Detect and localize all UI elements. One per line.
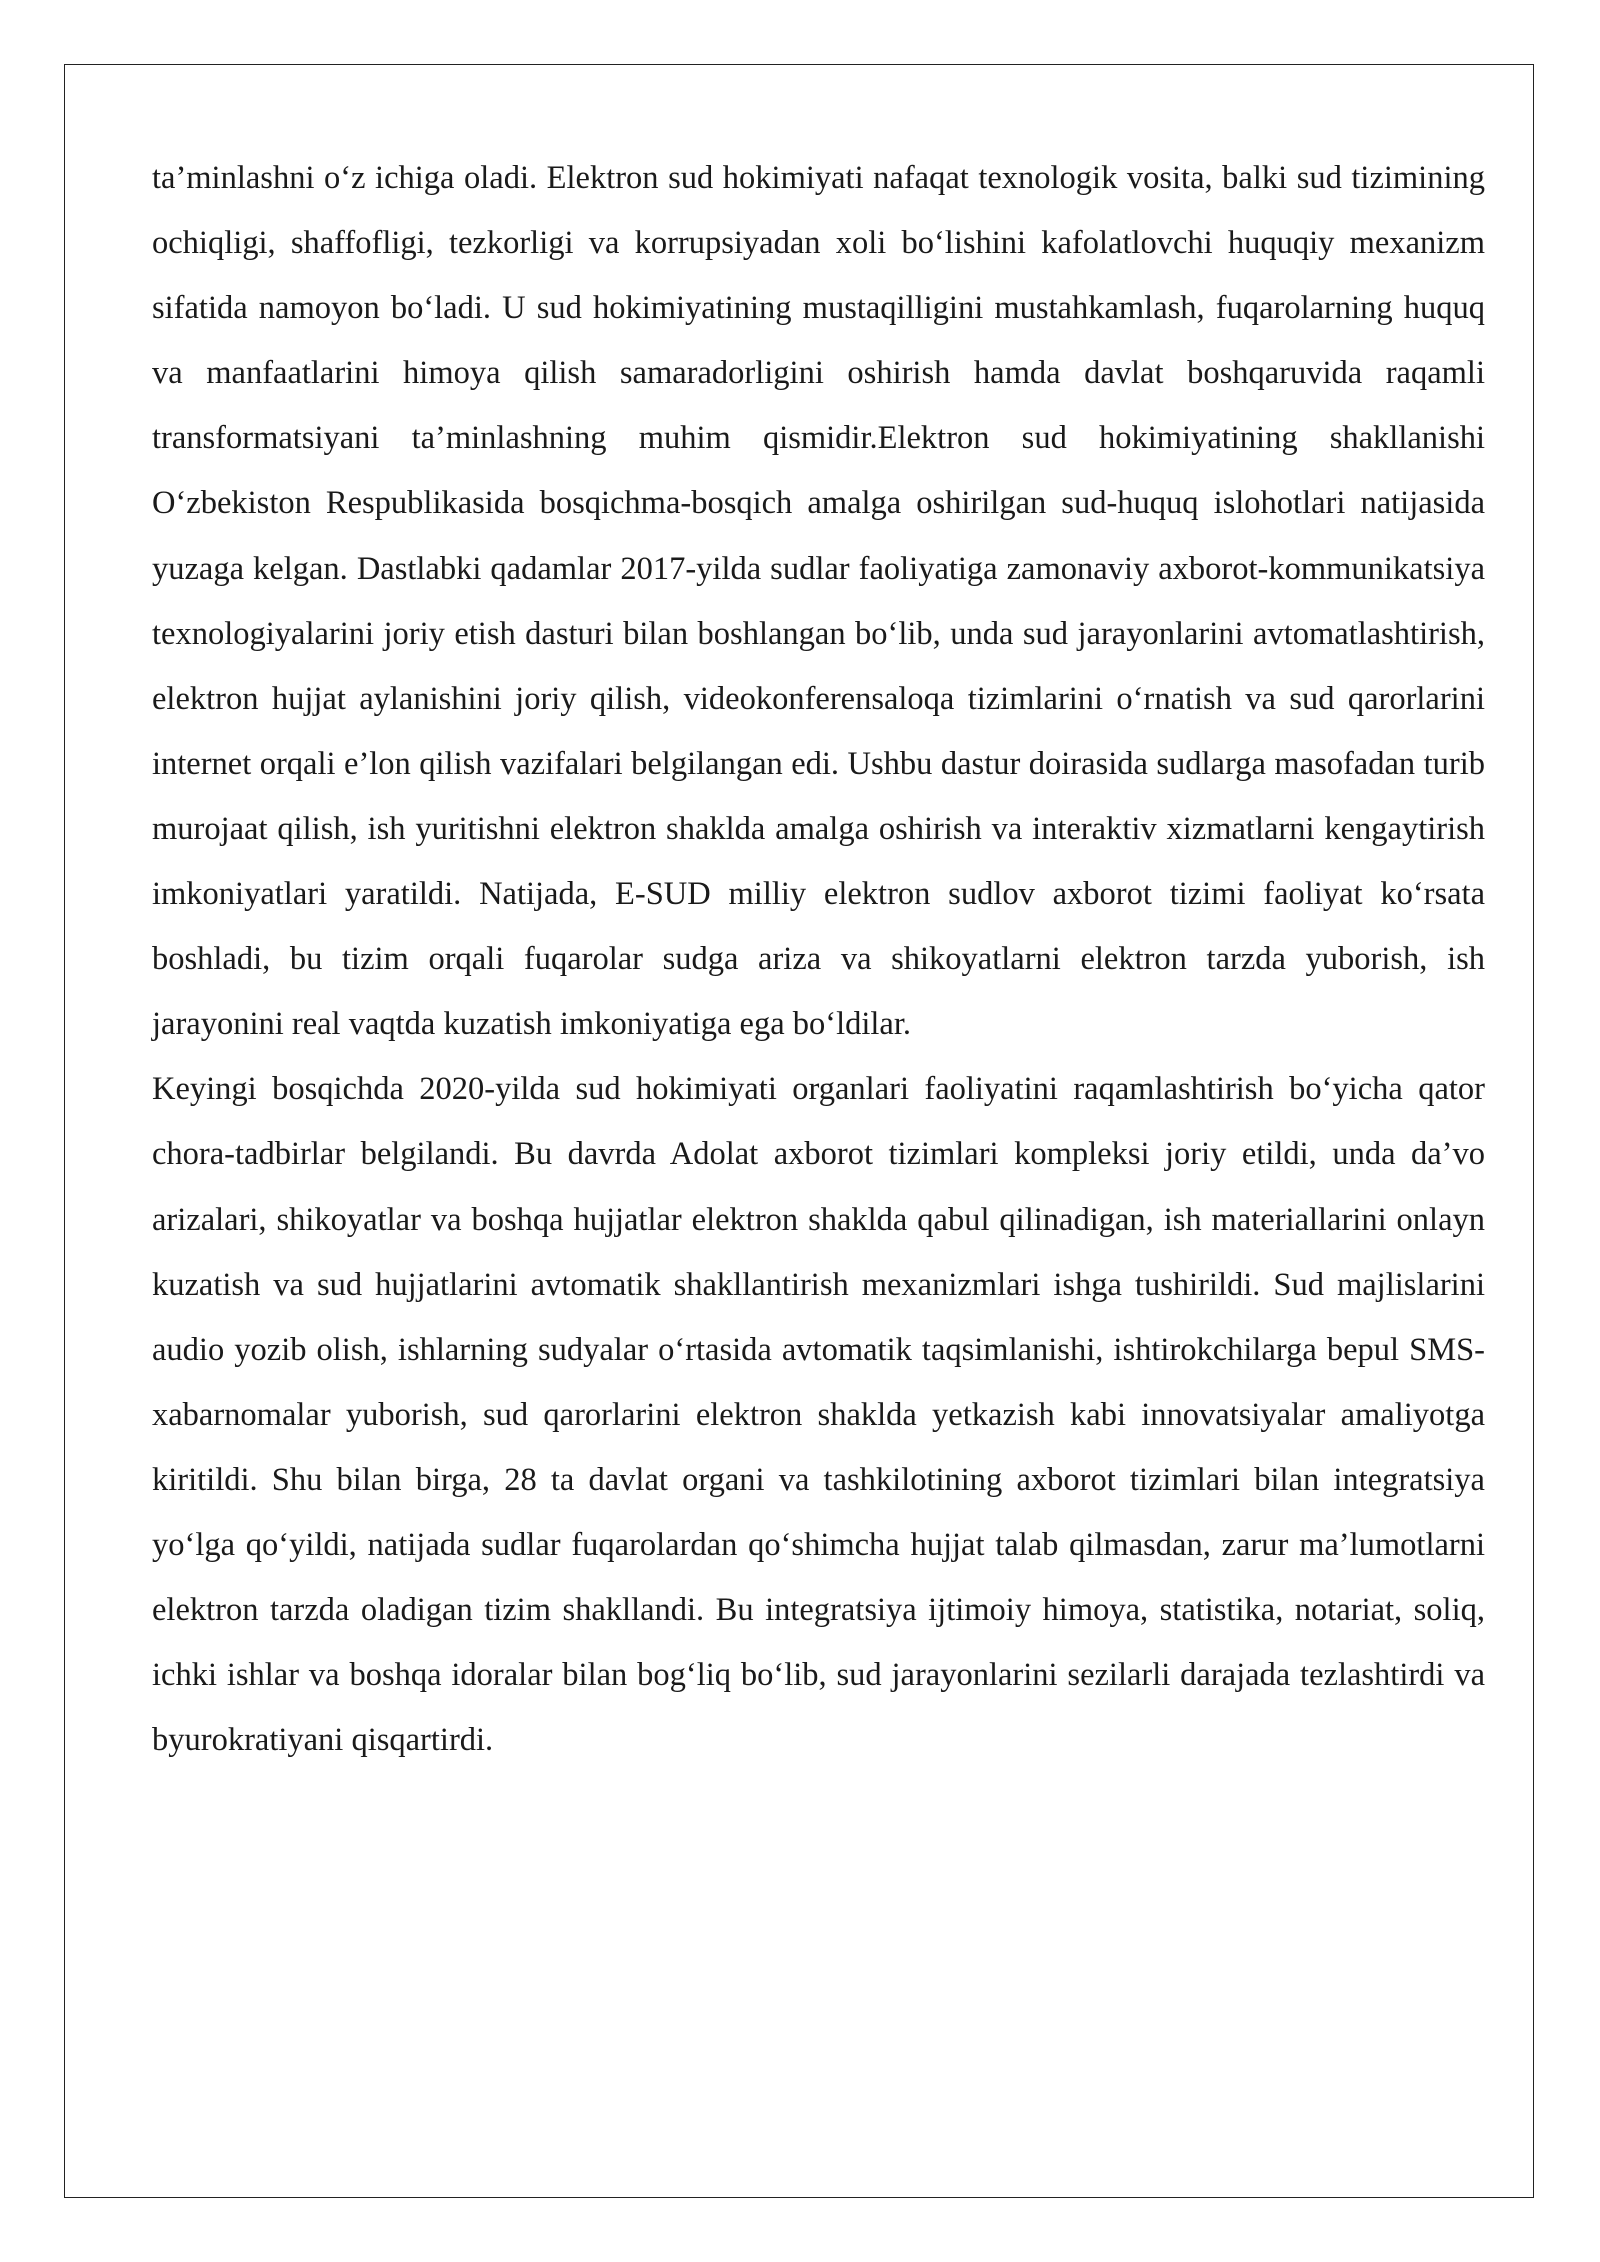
document-body xyxy=(152,146,1485,1773)
paragraph-1: ta’minlashni o‘z ichiga oladi. Elektron sud hokimiyati nafaqat texnologik vosita, balki sud tizimining ochiqligi, shaffofligi, tezkorligi va korrupsiyadan xoli bo‘lishini kafolatlovchi huquqiy mexanizm sifatida namoyon bo‘ladi. U sud hokimiyatining mustaqilligini mustahkamlash, fuqarolarning huquq va manfaatlarini himoya qilish samaradorligini oshirish hamda davlat boshqaruvida raqamli transformatsiyani ta’minlashning muhim qismidir.Elektron sud hokimiyatining shakllanishi O‘zbekiston Respublikasida bosqichma-bosqich amalga oshirilgan sud-huquq islohotlari natijasida yuzaga kelgan. Dastlabki qadamlar 2017-yilda sudlar faoliyatiga zamonaviy axborot-kommunikatsiya texnologiyalarini joriy etish dasturi bilan boshlangan bo‘lib, unda sud jarayonlarini avtomatlashtirish, elektron hujjat aylanishini joriy qilish, videokonferensaloqa tizimlarini o‘rnatish va sud qarorlarini internet orqali e’lon qilish vazifalari belgilangan edi. Ushbu dastur doirasida sudlarga masofadan turib murojaat qilish, ish yuritishni elektron shaklda amalga oshirish va interaktiv xizmatlarni kengaytirish imkoniyatlari yaratildi. Natijada, E-SUD milliy elektron sudlov axborot tizimi faoliyat ko‘rsata boshladi, bu tizim orqali fuqarolar sudga ariza va shikoyatlarni elektron tarzda yuborish, ish jarayonini real vaqtda kuzatish imkoniyatiga ega bo‘ldilar. xyxy=(152,160,1485,1043)
paragraph-2: Keyingi bosqichda 2020-yilda sud hokimiyati organlari faoliyatini raqamlashtirish bo‘yicha qator chora-tadbirlar belgilandi. Bu davrda Adolat axborot tizimlari kompleksi joriy etildi, unda da’vo arizalari, shikoyatlar va boshqa hujjatlar elektron shaklda qabul qilinadigan, ish materiallarini onlayn kuzatish va sud hujjatlarini avtomatik shakllantirish mexanizmlari ishga tushirildi. Sud majlislarini audio yozib olish, ishlarning sudyalar o‘rtasida avtomatik taqsimlanishi, ishtirokchilarga bepul SMS-xabarnomalar yuborish, sud qarorlarini elektron shaklda yetkazish kabi innovatsiyalar amaliyotga kiritildi. Shu bilan birga, 28 ta davlat organi va tashkilotining axborot tizimlari bilan integratsiya yo‘lga qo‘yildi, natijada sudlar fuqarolardan qo‘shimcha hujjat talab qilmasdan, zarur ma’lumotlarni elektron tarzda oladigan tizim shakllandi. Bu integratsiya ijtimoiy himoya, statistika, notariat, soliq, ichki ishlar va boshqa idoralar bilan bog‘liq bo‘lib, sud jarayonlarini sezilarli darajada tezlashtirdi va byurokratiyani qisqartirdi. xyxy=(152,1071,1485,1759)
